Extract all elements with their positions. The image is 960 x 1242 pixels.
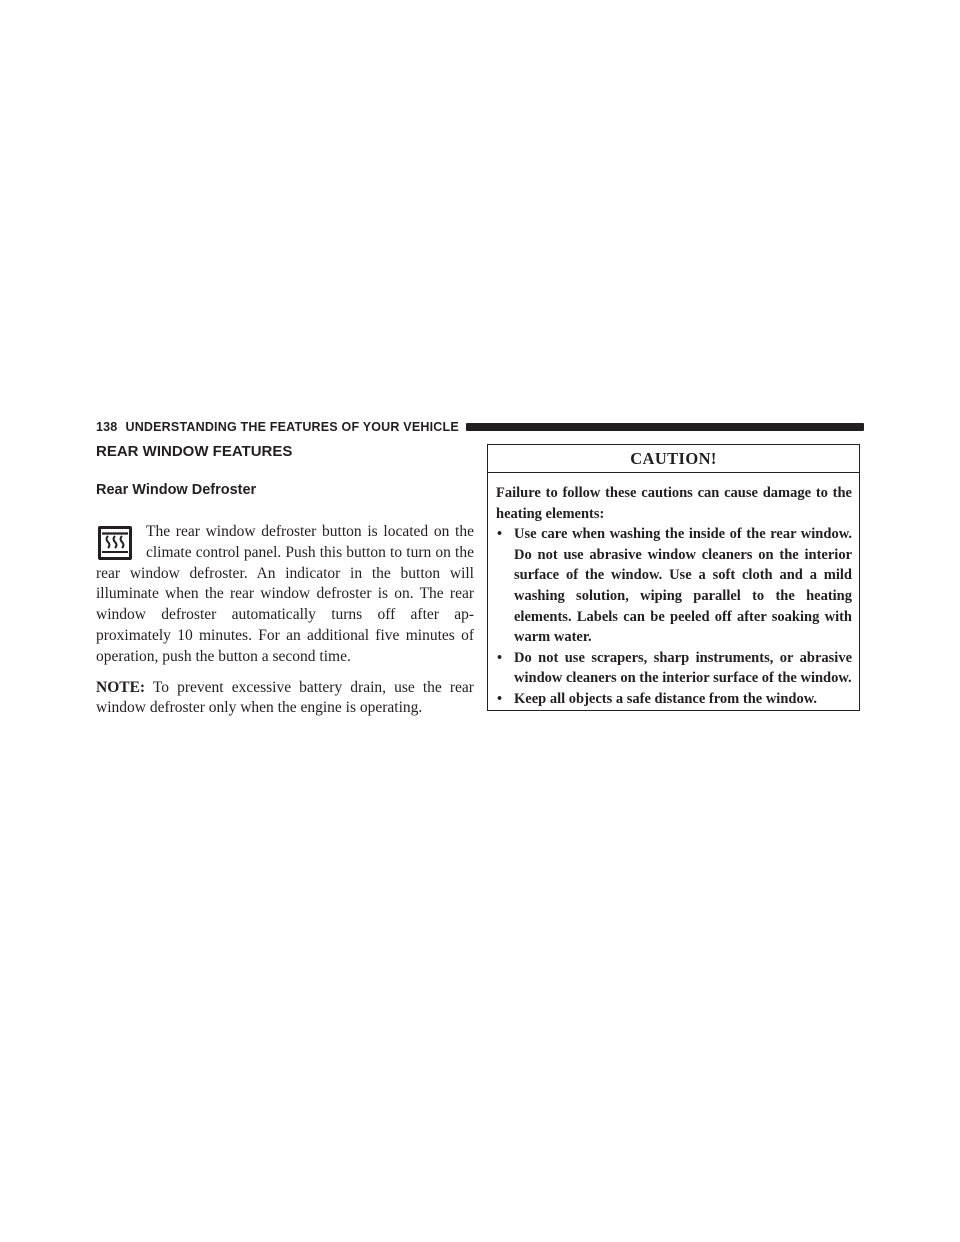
page-header — [96, 418, 864, 436]
defroster-text: The rear window defroster button is located on the climate control panel. Push this button to turn on the rear window defroster. An indicator in the button will illuminate when the rear window defroster is on. The rear window defroster automatically turns off after ap-proximately 10 minutes. For an additional five minutes of operation, push the button a second time. — [96, 523, 474, 665]
note-label: NOTE: — [96, 678, 146, 696]
caution-item — [496, 524, 852, 648]
header-rule — [466, 423, 864, 431]
defroster-paragraph — [96, 522, 474, 668]
bullet-icon: • — [497, 526, 503, 543]
note-text: To prevent excessive battery drain, use the rear window defroster only when the engine is operating. — [96, 678, 474, 717]
page-number: 138 — [96, 420, 118, 434]
bullet-icon: • — [497, 649, 503, 666]
rear-defroster-icon — [96, 525, 134, 561]
caution-item-text: Keep all objects a safe distance from the window. — [514, 690, 817, 707]
caution-intro: Failure to follow these cautions can cause damage to the heating elements: — [496, 485, 852, 522]
caution-item-text: Use care when washing the inside of the rear window. Do not use abrasive window cleaners on the interior surface of the window. Use a soft cloth and a mild washing solution, wiping parallel to the heating elements. Labels can be peeled off after soaking with warm water. — [514, 526, 852, 646]
main-column — [96, 442, 474, 719]
caution-item — [496, 689, 852, 710]
section-heading: REAR WINDOW FEATURES — [96, 443, 293, 460]
note-paragraph — [96, 678, 474, 720]
caution-body — [488, 473, 859, 710]
caution-list — [496, 524, 852, 709]
caution-item — [496, 648, 852, 689]
subsection-heading: Rear Window Defroster — [96, 482, 257, 498]
caution-box — [487, 444, 860, 711]
bullet-icon: • — [497, 690, 503, 707]
section-title: UNDERSTANDING THE FEATURES OF YOUR VEHICLE — [125, 420, 459, 434]
caution-item-text: Do not use scrapers, sharp instruments, or abrasive window cleaners on the interior surface of the window. — [514, 649, 852, 687]
caution-title: CAUTION! — [488, 445, 859, 473]
